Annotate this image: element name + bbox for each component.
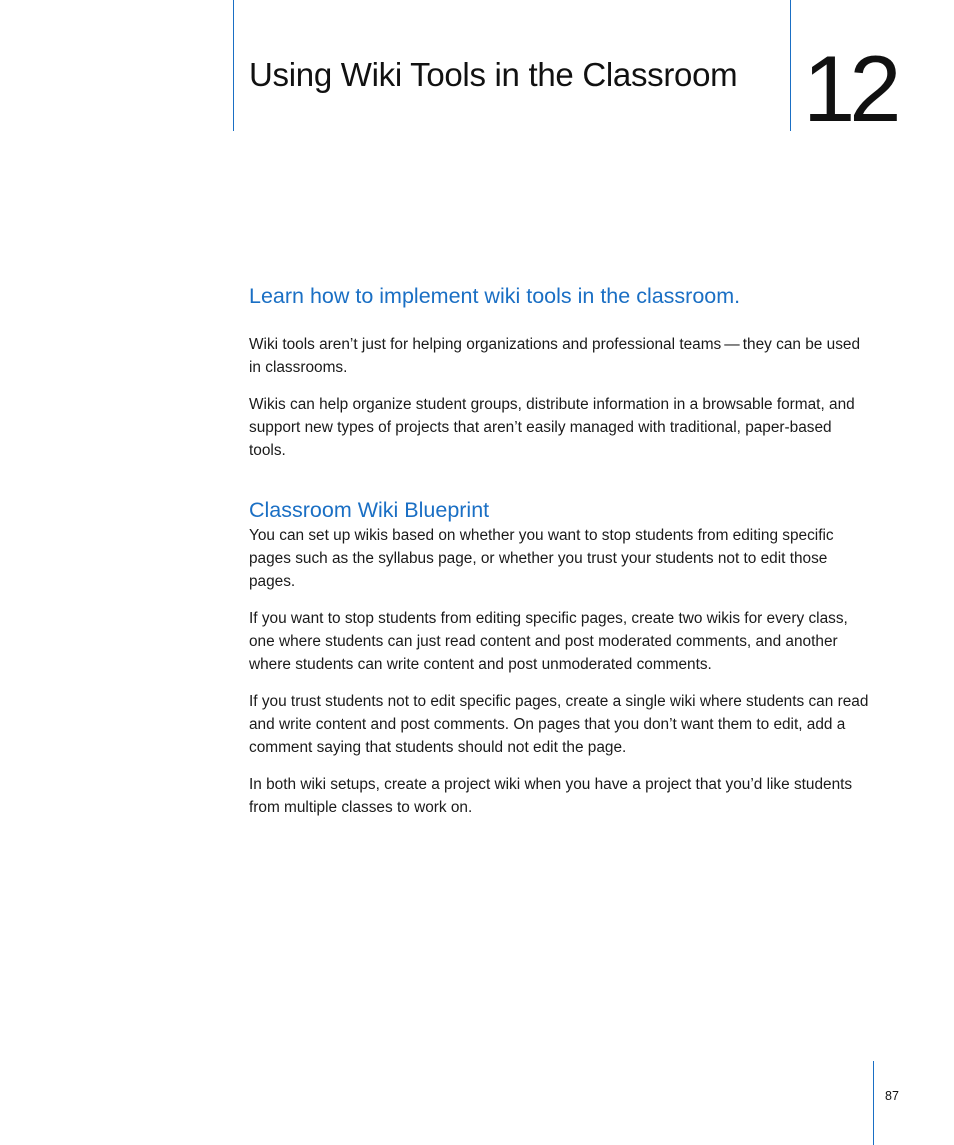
intro-heading: Learn how to implement wiki tools in the classroom. xyxy=(249,284,741,308)
section-paragraph-4: In both wiki setups, create a project wiki when you have a project that you’d like students from multiple classes to work on. xyxy=(249,776,853,816)
chapter-content xyxy=(249,282,869,833)
section-paragraph-2: If you want to stop students from editing specific pages, create two wikis for every class, one where students can just read content and post moderated comments, and another where students can write content and post unmoderated comments. xyxy=(249,610,848,673)
section-heading: Classroom Wiki Blueprint xyxy=(249,498,490,522)
footer-rule xyxy=(873,1061,874,1145)
chapter-title: Using Wiki Tools in the Classroom xyxy=(249,56,738,93)
chapter-number: 12 xyxy=(803,36,896,141)
section-paragraph-3: If you trust students not to edit specific pages, create a single wiki where students can read and write content and post comments. On pages that you don’t want them to edit, add a comment saying that students should not edit the page. xyxy=(249,693,869,756)
intro-paragraph-2: Wikis can help organize student groups, distribute information in a browsable format, and support new types of projects that aren’t easily managed with traditional, paper-based tools. xyxy=(249,396,855,459)
intro-paragraph-1: Wiki tools aren’t just for helping organizations and professional teams — they can be used in classrooms. xyxy=(249,336,861,376)
page-number: 87 xyxy=(885,1089,899,1103)
header-rule-right xyxy=(790,0,791,131)
section-paragraph-1: You can set up wikis based on whether you want to stop students from editing specific pages such as the syllabus page, or whether you trust your students not to edit those pages. xyxy=(249,527,834,590)
header-rule-left xyxy=(233,0,234,131)
